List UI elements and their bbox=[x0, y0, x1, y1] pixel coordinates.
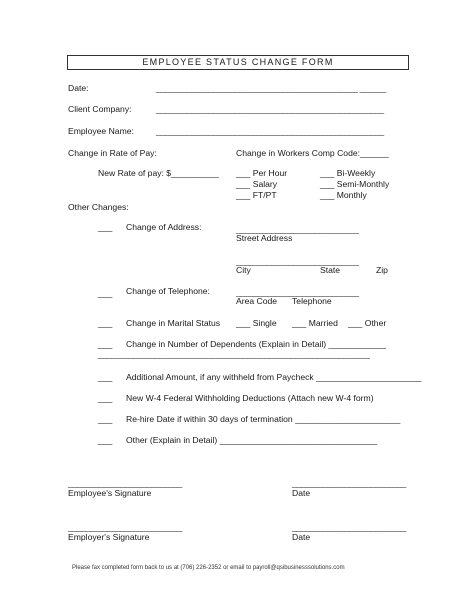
employee-signature-line[interactable]: __________________________ bbox=[68, 478, 182, 488]
employer-signature-label: Employer's Signature bbox=[68, 532, 150, 542]
employee-name-label: Employee Name: bbox=[68, 126, 134, 136]
semi-monthly-option[interactable]: ___ Semi-Monthly bbox=[320, 179, 390, 189]
per-hour-option[interactable]: ___ Per Hour bbox=[236, 168, 288, 178]
marital-status-label: Change in Marital Status bbox=[126, 318, 221, 328]
additional-amount-field[interactable]: Additional Amount, if any withheld from Paycheck ______________________ bbox=[126, 372, 422, 382]
rehire-checkbox[interactable]: ___ bbox=[98, 414, 113, 424]
other-option[interactable]: ___ Other bbox=[348, 318, 387, 328]
monthly-option[interactable]: ___ Monthly bbox=[320, 190, 367, 200]
street-address-label: Street Address bbox=[236, 233, 293, 243]
employee-date-label: Date bbox=[292, 488, 311, 498]
dependents-detail-line[interactable]: ______________________________________________________________ bbox=[98, 349, 370, 359]
client-company-field[interactable]: ____________________________________________________ bbox=[156, 104, 384, 114]
change-of-address-label: Change of Address: bbox=[126, 222, 202, 232]
bi-weekly-option[interactable]: ___ Bi-Weekly bbox=[320, 168, 376, 178]
telephone-checkbox[interactable]: ___ bbox=[98, 288, 113, 298]
new-rate-field[interactable]: New Rate of pay: $__________ bbox=[98, 168, 219, 178]
city-state-zip-field[interactable]: ____________________________ bbox=[236, 256, 359, 266]
dependents-field[interactable]: Change in Number of Dependents (Explain in Detail) ____________ bbox=[126, 339, 386, 349]
marital-checkbox[interactable]: ___ bbox=[98, 318, 113, 328]
ftpt-option[interactable]: ___ FT/PT bbox=[236, 190, 277, 200]
dependents-checkbox[interactable]: ___ bbox=[98, 339, 113, 349]
rate-of-pay-label: Change in Rate of Pay: bbox=[68, 148, 157, 158]
date-label: Date: bbox=[68, 83, 89, 93]
state-label: State bbox=[320, 265, 341, 275]
additional-checkbox[interactable]: ___ bbox=[98, 372, 113, 382]
area-code-label: Area Code bbox=[236, 296, 278, 306]
footer-note: Please fax completed form back to us at (706) 226-2352 or email to payroll@qsibusinesssolutions.com bbox=[72, 565, 345, 571]
workers-comp-field[interactable]: Change in Workers Comp Code:______ bbox=[236, 148, 389, 158]
change-of-telephone-label: Change of Telephone: bbox=[126, 286, 210, 296]
zip-label: Zip bbox=[376, 265, 388, 275]
single-option[interactable]: ___ Single bbox=[236, 318, 277, 328]
client-company-label: Client Company: bbox=[68, 104, 132, 114]
salary-option[interactable]: ___ Salary bbox=[236, 179, 278, 189]
form-title: EMPLOYEE STATUS CHANGE FORM bbox=[67, 55, 409, 70]
rehire-date-field[interactable]: Re-hire Date if within 30 days of termination ______________________ bbox=[126, 414, 401, 424]
date-field[interactable]: ______________________________________________ ______ bbox=[156, 83, 386, 93]
telephone-label: Telephone bbox=[292, 296, 332, 306]
married-option[interactable]: ___ Married bbox=[292, 318, 338, 328]
street-address-field[interactable]: ____________________________ bbox=[236, 224, 359, 234]
other-checkbox[interactable]: ___ bbox=[98, 435, 113, 445]
employee-signature-label: Employee's Signature bbox=[68, 488, 152, 498]
employer-date-line[interactable]: __________________________ bbox=[292, 522, 406, 532]
w4-checkbox[interactable]: ___ bbox=[98, 393, 113, 403]
other-changes-label: Other Changes: bbox=[68, 202, 129, 212]
telephone-field[interactable]: ____________________________ bbox=[236, 287, 359, 297]
employee-date-line[interactable]: __________________________ bbox=[292, 478, 406, 488]
w4-label: New W-4 Federal Withholding Deductions (Attach new W-4 form) bbox=[126, 393, 374, 403]
other-explain-field[interactable]: Other (Explain in Detail) _________________________________ bbox=[126, 435, 378, 445]
city-label: City bbox=[236, 265, 251, 275]
employee-name-field[interactable]: ____________________________________________________ bbox=[156, 126, 384, 136]
employer-signature-line[interactable]: __________________________ bbox=[68, 522, 182, 532]
address-checkbox[interactable]: ___ bbox=[98, 222, 113, 232]
employer-date-label: Date bbox=[292, 532, 311, 542]
